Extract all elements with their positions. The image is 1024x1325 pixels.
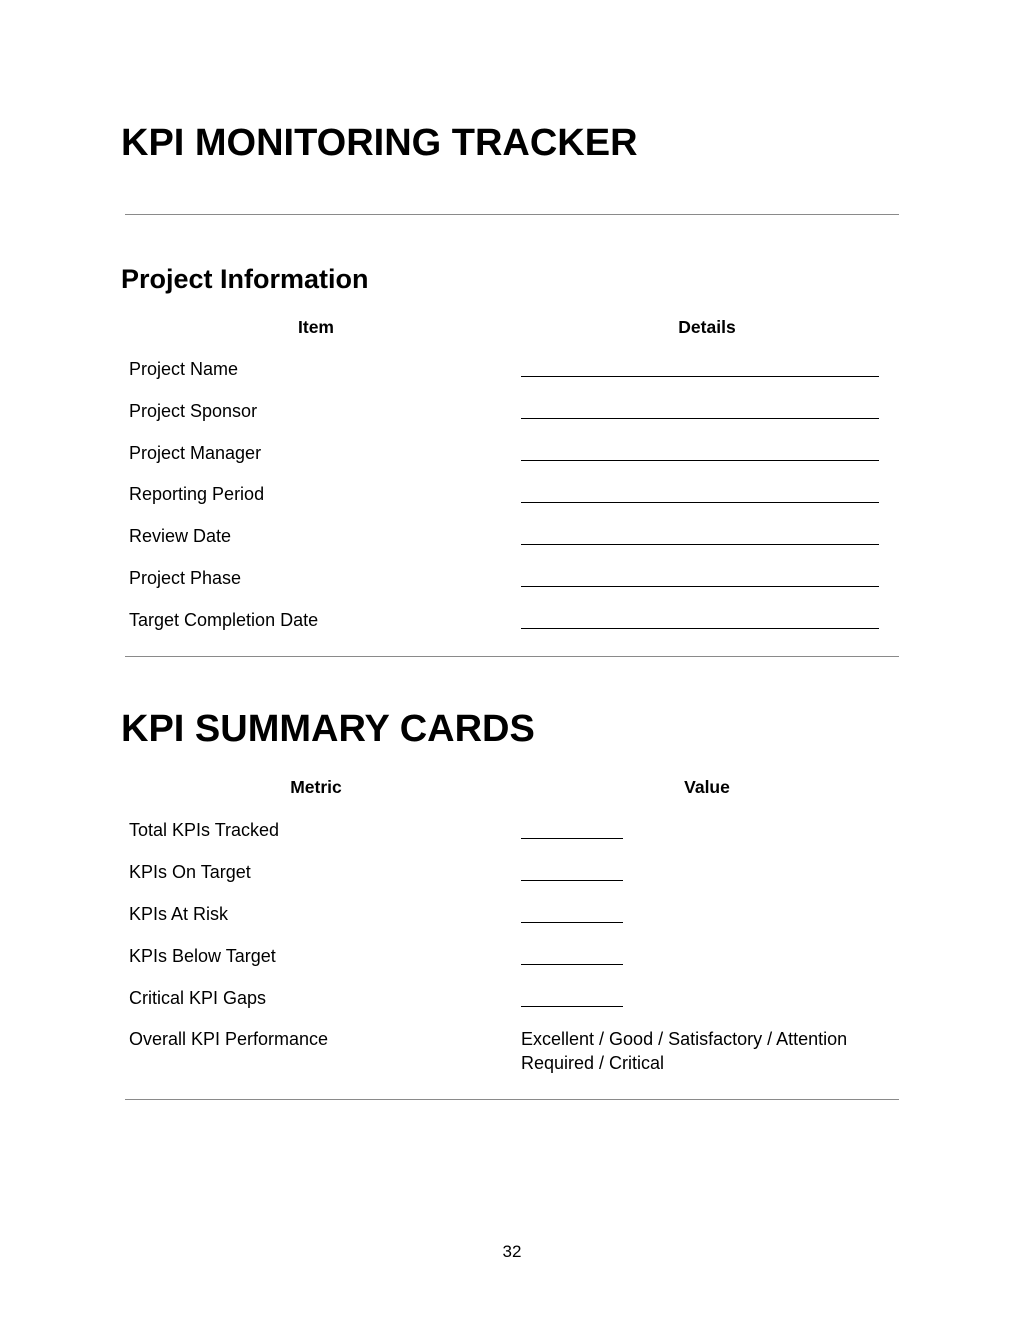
project-name-field[interactable]	[521, 376, 879, 377]
project-sponsor-label: Project Sponsor	[129, 401, 258, 421]
project-phase-label: Project Phase	[129, 568, 242, 588]
metric-column-header: Metric	[290, 777, 342, 797]
total-kpis-tracked-field[interactable]	[521, 838, 623, 839]
critical-kpi-gaps-field[interactable]	[521, 1006, 623, 1007]
page-number: 32	[502, 1242, 522, 1261]
project-phase-field[interactable]	[521, 586, 879, 587]
kpis-on-target-field[interactable]	[521, 880, 623, 881]
details-column-header: Details	[678, 317, 736, 337]
item-column-header: Item	[298, 317, 334, 337]
kpi-summary-heading: KPI SUMMARY CARDS	[121, 708, 535, 750]
target-completion-date-label: Target Completion Date	[129, 610, 319, 630]
kpis-at-risk-label: KPIs At Risk	[129, 904, 229, 924]
kpi-summary-divider	[125, 1099, 899, 1100]
review-date-label: Review Date	[129, 526, 232, 546]
reporting-period-label: Reporting Period	[129, 484, 265, 504]
target-completion-date-field[interactable]	[521, 628, 879, 629]
project-information-heading: Project Information	[121, 264, 369, 294]
kpis-below-target-field[interactable]	[521, 964, 623, 965]
project-manager-field[interactable]	[521, 460, 879, 461]
title-divider	[125, 214, 899, 215]
project-sponsor-field[interactable]	[521, 418, 879, 419]
reporting-period-field[interactable]	[521, 502, 879, 503]
review-date-field[interactable]	[521, 544, 879, 545]
overall-kpi-performance-options: Excellent / Good / Satisfactory / Attention Required / Critical	[521, 1029, 848, 1073]
kpis-below-target-label: KPIs Below Target	[129, 946, 276, 966]
project-manager-label: Project Manager	[129, 443, 262, 463]
kpis-at-risk-field[interactable]	[521, 922, 623, 923]
total-kpis-tracked-label: Total KPIs Tracked	[129, 820, 280, 840]
project-name-label: Project Name	[129, 359, 239, 379]
page-title: KPI MONITORING TRACKER	[121, 122, 638, 164]
overall-kpi-performance-label: Overall KPI Performance	[129, 1029, 329, 1049]
project-information-divider	[125, 656, 899, 657]
critical-kpi-gaps-label: Critical KPI Gaps	[129, 988, 267, 1008]
value-column-header: Value	[684, 777, 730, 797]
kpis-on-target-label: KPIs On Target	[129, 862, 251, 882]
